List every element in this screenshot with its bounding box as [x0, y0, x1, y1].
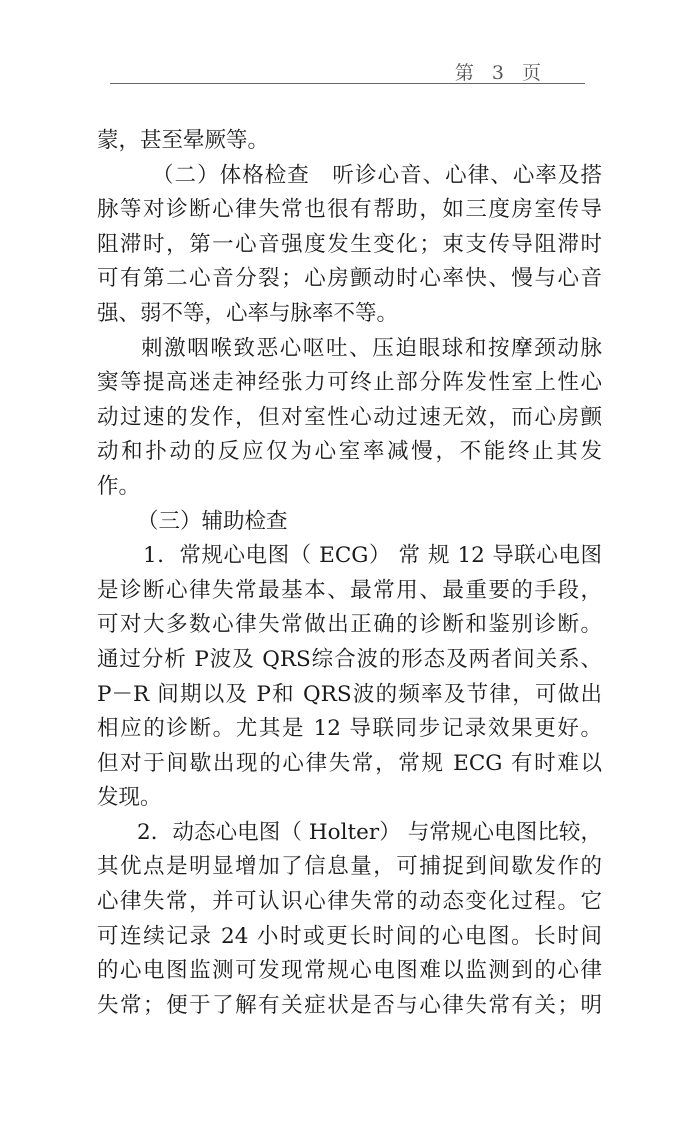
text-line: 发现。 — [97, 785, 162, 811]
text-line: P－R 间期以及 P和 QRS波的频率及节律，可做出 — [97, 681, 602, 707]
text-line: 动过速的发作，但对室性心动过速无效，而心房颤 — [97, 404, 602, 430]
text-line: 2．动态心电图（ Holter） 与常规心电图比较， — [137, 819, 602, 845]
body-text — [97, 124, 602, 1023]
text-line: 强、弱不等，心率与脉率不等。 — [97, 300, 399, 326]
text-line: 的心电图监测可发现常规心电图难以监测到的心律 — [97, 958, 602, 984]
text-line: 心律失常，并可认识心律失常的动态变化过程。它 — [97, 889, 602, 915]
text-line: 通过分析 P波及 QRS综合波的形态及两者间关系、 — [97, 646, 602, 672]
text-line: 可对大多数心律失常做出正确的诊断和鉴别诊断。 — [97, 612, 602, 638]
text-line: 阻滞时，第一心音强度发生变化；束支传导阻滞时 — [97, 231, 602, 257]
text-line: 窦等提高迷走神经张力可终止部分阵发性室上性心 — [97, 370, 602, 396]
text-line: 但对于间歇出现的心律失常，常规 ECG 有时难以 — [97, 750, 602, 776]
text-line: 是诊断心律失常最基本、最常用、最重要的手段， — [97, 577, 602, 603]
section-heading: （三）辅助检查 — [137, 508, 288, 534]
text-line: 可连续记录 24 小时或更长时间的心电图。长时间 — [97, 923, 602, 949]
text-line: 作。 — [97, 473, 141, 499]
text-line: 1．常规心电图（ ECG） 常 规 12 导联心电图 — [143, 543, 602, 569]
text-line: 失常；便于了解有关症状是否与心律失常有关；明 — [97, 992, 602, 1018]
text-line: 可有第二心音分裂；心房颤动时心率快、慢与心音 — [97, 266, 602, 292]
text-line: 脉等对诊断心律失常也很有帮助，如三度房室传导 — [97, 197, 602, 223]
text-line: 相应的诊断。尤其是 12 导联同步记录效果更好。 — [97, 716, 602, 742]
text-line: 其优点是明显增加了信息量，可捕捉到间歇发作的 — [97, 854, 602, 880]
header-rule — [110, 83, 585, 84]
text-line: 蒙，甚至晕厥等。 — [97, 128, 270, 153]
page-number: 第 3 页 — [454, 62, 547, 84]
text-line: 刺激咽喉致恶心呕吐、压迫眼球和按摩颈动脉 — [141, 335, 602, 361]
page-header — [110, 54, 585, 84]
text-line: （二）体格检查 听诊心音、心律、心率及搭 — [152, 162, 602, 188]
text-line: 动和扑动的反应仅为心室率减慢，不能终止其发 — [97, 439, 602, 465]
